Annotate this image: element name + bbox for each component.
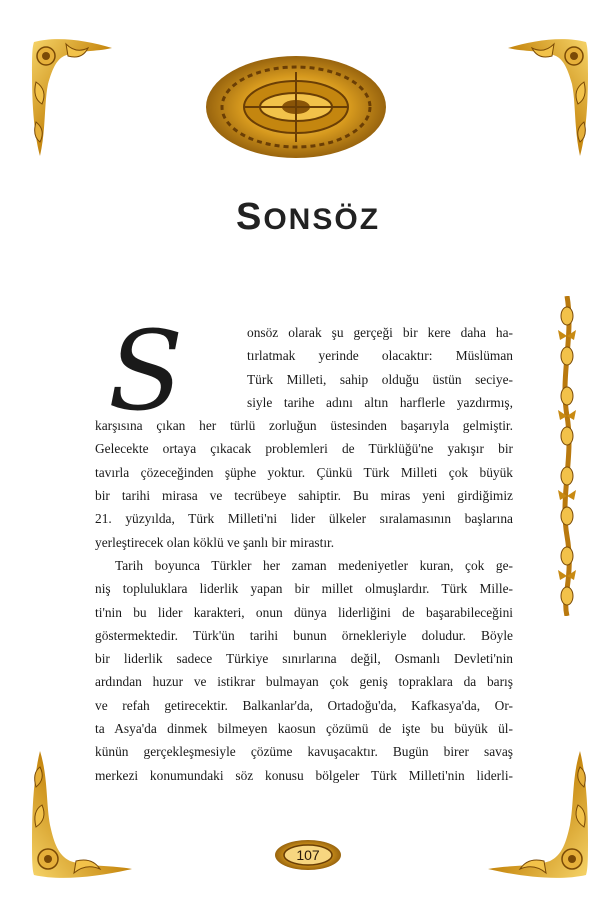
text-line: niş topluluklara liderlik yapan bir millet olmuşlardır. Türk Mille- — [95, 581, 513, 597]
corner-ornament-top-left-icon — [26, 34, 116, 164]
text-line: ta Asya'da dinmek bilmeyen kaosun çözümü de işte bu büyük ül- — [95, 721, 513, 737]
text-line: tırlatmak yerinde olacaktır: Müslüman — [247, 348, 513, 364]
drop-cap: S — [108, 307, 184, 435]
corner-ornament-top-right-icon — [504, 34, 594, 164]
text-line: Gelecekte ortaya çıkacak problemleri de Türklüğü'ne yakışır bir — [95, 441, 513, 457]
text-line: ardından huzur ve istikrar bulmayan çok geniş topraklara da barış — [95, 674, 513, 690]
text-line: Tarih boyunca Türkler her zaman medeniyetler kuran, çok ge- — [115, 557, 513, 573]
text-line: ti'nin bu lider karakteri, onun dünya liderliğini de başarabileceğini — [95, 604, 513, 620]
gold-medallion-icon — [204, 54, 388, 160]
page-number: 107 — [296, 847, 320, 863]
text-line: karşısına çıkan her türlü zorluğun üstesinden başarıyla gelmiştir. — [95, 418, 513, 434]
text-line: onsöz olarak şu gerçeği bir kere daha ha- — [247, 325, 513, 340]
page-number-badge — [274, 839, 342, 871]
body-text — [95, 321, 513, 787]
page-title — [0, 196, 616, 239]
text-line: tavırla çözeceğinden şüphe yoktur. Çünkü Türk Milleti çok büyük — [95, 464, 513, 480]
text-line: göstermektedir. Türk'ün tarihi bunun örnekleriyle doludur. Böyle — [95, 627, 513, 643]
vertical-vine-ornament-icon — [554, 296, 580, 616]
text-line: bir liderlik sadece Türkiye sınırlarına değil, Osmanlı Devleti'nin — [95, 651, 513, 667]
text-line: bir tarihi mirasa ve tecrübeye sahiptir. Bu miras yeni girdiğimiz — [95, 488, 513, 504]
text-line: yerleştirecek olan köklü ve şanlı bir mirastır. — [95, 534, 335, 550]
text-line: ve refah getirecektir. Balkanlar'da, Ortadoğu'da, Kafkasya'da, Or- — [95, 697, 513, 713]
text-line: siyle tarihe adını altın harflerle yazdırmış, — [247, 394, 513, 410]
title-rest: ONSÖZ — [263, 203, 381, 236]
text-line: Türk Milleti, sahip olduğu üstün seciye- — [247, 371, 513, 387]
text-line: künün gerçekleşmesiyle çözüme kavuşacaktır. Bugün birer savaş — [95, 744, 513, 760]
text-line: merkezi konumundaki söz konusu bölgeler Türk Milleti'nin liderli- — [95, 767, 513, 783]
text-line: 21. yüzyılda, Türk Milleti'ni lider ülkeler sıralamasının başlarına — [95, 511, 513, 527]
title-capital: S — [235, 196, 264, 238]
